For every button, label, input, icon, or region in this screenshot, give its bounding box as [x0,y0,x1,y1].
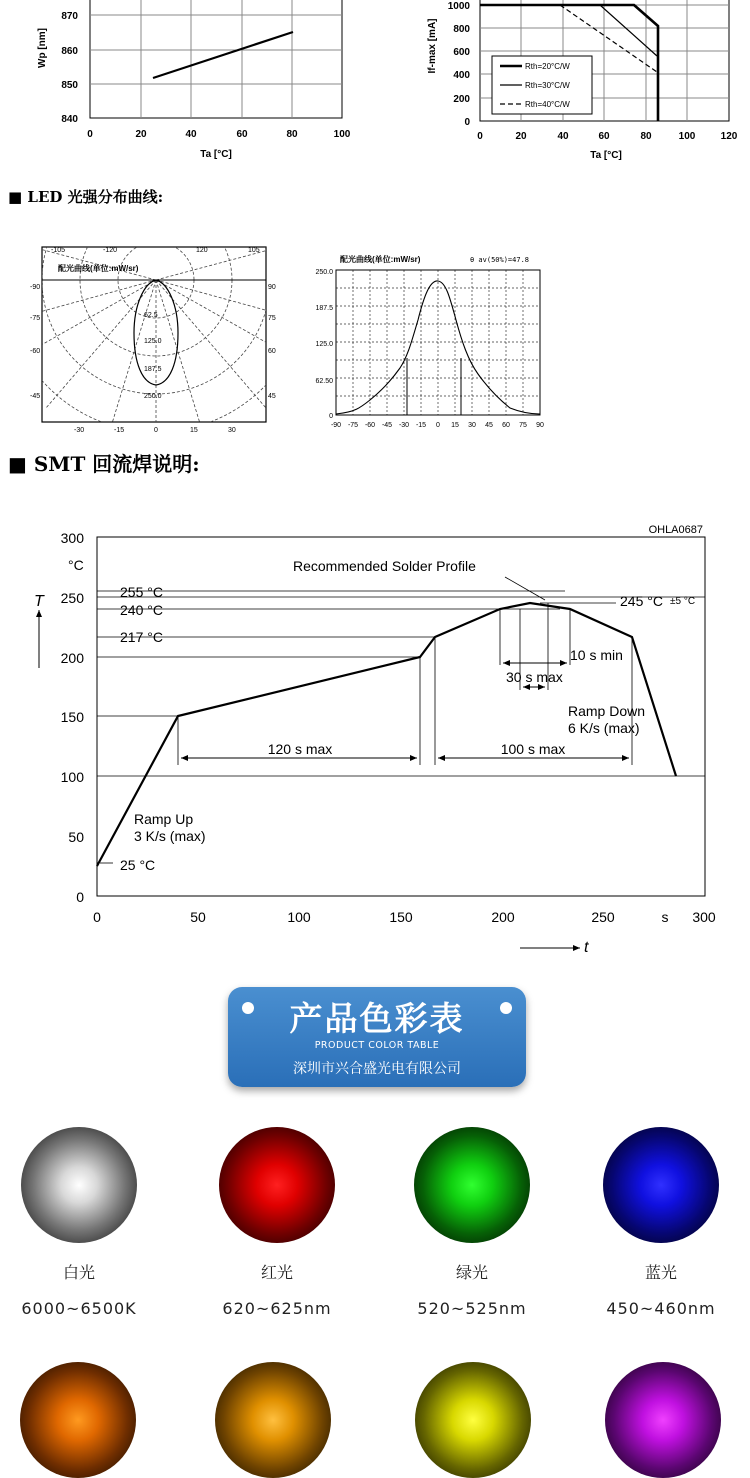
recommended-profile-label: Recommended Solder Profile [293,558,476,574]
wp-x-label: Ta [°C] [200,149,232,160]
wp-x-tick: 100 [333,129,351,140]
color-value: 520~525nm [417,1299,527,1318]
color-item-blue [566,1127,750,1318]
reflow-y-unit: °C [68,557,84,573]
cart-x-tick: 45 [485,422,493,429]
if-legend-entry: Rth=20°C/W [525,62,570,71]
cart-x-tick: -60 [364,422,376,429]
reflow-x-unit: s [661,909,669,925]
if-x-tick: 20 [515,131,527,142]
cart-x-tick: -30 [398,422,410,429]
reflow-x-tick: 200 [491,909,515,925]
polar-right-label: 60 [268,348,276,355]
smt-reflow-title: ■ SMT 回流焊说明: [8,452,200,476]
wp-y-tick: 870 [61,11,78,22]
cart-x-tick: -90 [330,422,342,429]
cart-x-tick: -45 [381,422,393,429]
thirty-s-max-label: 30 s max [506,669,563,685]
reflow-y-symbol: T [34,593,44,610]
color-swatch [603,1127,719,1243]
temp-25-label: 25 °C [120,857,156,873]
temp-217-label: 217 °C [120,629,163,645]
wp-y-tick: 850 [61,80,78,91]
polar-left-label: -60 [30,348,41,355]
wp-x-tick: 20 [135,129,147,140]
s120-max-label: 120 s max [267,741,333,757]
cart-x-tick: 90 [536,422,544,429]
cart-x-tick: 30 [468,422,476,429]
wp-x-tick: 40 [185,129,197,140]
color-swatch-amber [215,1362,331,1478]
cart-x-tick: 15 [451,422,459,429]
cart-x-tick: -15 [415,422,427,429]
polar-right-label: 75 [268,315,276,322]
led-distribution-title: ■ LED 光强分布曲线: [8,188,164,206]
cart-x-tick: 60 [502,422,510,429]
cart-x-tick: -75 [347,422,359,429]
cart-x-tick: 0 [436,422,440,429]
polar-right-label: 90 [268,284,276,291]
color-item-green [377,1127,567,1318]
polar-top-label: 120 [196,247,208,254]
temp-245-label: 245 °C [620,593,663,609]
color-swatch [219,1127,335,1243]
cart-grid [336,270,540,415]
if-x-tick: 100 [678,131,696,142]
polar-bottom-label: 15 [190,427,198,434]
reflow-y-tick: 300 [60,530,84,546]
polar-left-label: -90 [30,284,41,291]
color-item-white [0,1127,174,1318]
reflow-y-tick: 200 [60,650,84,666]
color-swatch-purple [605,1362,721,1478]
if-y-tick: 1000 [447,1,470,12]
color-name: 红光 [260,1263,293,1282]
if-y-tick: 400 [453,70,470,81]
color-name: 绿光 [455,1263,488,1282]
wp-x-tick: 80 [286,129,298,140]
banner-title: 产品色彩表 [289,999,465,1038]
temp-240-label: 240 °C [120,602,163,618]
banner-subtitle: PRODUCT COLOR TABLE [314,1040,440,1051]
polar-top-label: 105 [248,247,260,254]
wp-y-tick: 840 [61,114,78,125]
color-table-banner [228,987,526,1087]
if-legend [492,56,592,114]
reflow-profile-chart [0,520,750,960]
color-item-red [182,1127,372,1318]
reflow-x-tick: 50 [190,909,206,925]
polar-bottom-label: 0 [154,427,158,434]
cart-title: 配光曲线(单位:mW/sr) [340,255,421,264]
reflow-x-symbol: t [584,939,589,956]
if-x-tick: 60 [598,131,610,142]
polar-title: 配光曲线(单位:mW/sr) [58,264,139,273]
polar-bottom-label: -30 [74,427,85,434]
color-swatch [21,1127,137,1243]
polar-top-label: -120 [103,247,118,254]
wp-x-tick: 60 [236,129,248,140]
wp-vs-ta-chart [0,0,360,170]
polar-bottom-label: -15 [114,427,125,434]
cart-x-tick: 75 [519,422,527,429]
wp-y-tick: 860 [61,46,78,57]
ramp-up-rate: 3 K/s (max) [134,828,206,844]
if-x-tick: 0 [477,131,483,142]
if-x-tick: 120 [720,131,738,142]
reflow-x-tick: 250 [591,909,615,925]
reflow-y-tick: 50 [68,829,84,845]
wp-grid [90,0,342,118]
color-name: 白光 [62,1263,95,1282]
color-swatch [414,1127,530,1243]
cartesian-radiation-chart [300,250,550,435]
ten-s-min-label: 10 s min [570,647,623,663]
polar-left-label: -45 [30,393,41,400]
s100-max-label: 100 s max [500,741,566,757]
reflow-y-tick: 250 [60,590,84,606]
reflow-x-tick: 0 [93,909,101,925]
banner-company: 深圳市兴合盛光电有限公司 [293,1061,461,1077]
temp-255-label: 255 °C [120,584,163,600]
if-x-label: Ta [°C] [590,150,622,161]
if-legend-entry: Rth=30°C/W [525,81,570,90]
ramp-up-label: Ramp Up [134,811,194,827]
cart-y-tick: 187.5 [315,305,333,312]
cart-y-tick: 62.50 [315,378,333,385]
color-value: 450~460nm [606,1299,716,1318]
cart-subtitle: θ av(50%)=47.8 [470,256,530,264]
polar-top-label: -105 [51,247,66,254]
polar-radial-label: 250.0 [144,393,162,400]
wp-data-line [153,32,293,78]
reflow-x-tick: 150 [389,909,413,925]
if-x-tick: 80 [640,131,652,142]
color-value: 620~625nm [222,1299,332,1318]
polar-bottom-label: 30 [228,427,236,434]
cart-y-tick: 250.0 [315,269,333,276]
ramp-down-label: Ramp Down [568,703,646,719]
polar-radial-label: 187.5 [144,366,162,373]
reflow-y-tick: 100 [60,769,84,785]
if-y-tick: 0 [464,117,470,128]
color-swatch-yellow [415,1362,531,1478]
polar-radial-label: 125.0 [144,338,162,345]
if-y-tick: 200 [453,94,470,105]
if-y-label: If-max [mA] [427,18,438,74]
if-x-tick: 40 [557,131,569,142]
ifmax-vs-ta-chart [420,0,750,170]
polar-right-label: 45 [268,393,276,400]
reflow-x-tick: 100 [287,909,311,925]
if-series-rth30 [480,5,657,56]
polar-radiation-chart [26,243,276,435]
cart-y-tick: 125.0 [315,341,333,348]
wp-y-label: Wp [nm] [37,28,48,68]
reflow-y-tick: 150 [60,709,84,725]
reflow-code: OHLA0687 [648,524,703,536]
polar-left-label: -75 [30,315,41,322]
ramp-down-rate: 6 K/s (max) [568,720,640,736]
polar-radial-label: 62.5 [144,312,158,319]
reflow-y-tick: 0 [76,889,84,905]
reflow-gridlines [97,591,705,776]
if-y-tick: 800 [453,24,470,35]
reflow-x-tick: 300 [692,909,716,925]
wp-x-tick: 0 [87,129,93,140]
color-name: 蓝光 [644,1263,677,1282]
if-y-tick: 600 [453,47,470,58]
cart-y-tick: 0 [329,413,333,420]
if-legend-entry: Rth=40°C/W [525,100,570,109]
color-swatch-orange [20,1362,136,1478]
color-value: 6000~6500K [21,1299,137,1318]
temp-245-tolerance: ±5 °C [670,596,696,607]
